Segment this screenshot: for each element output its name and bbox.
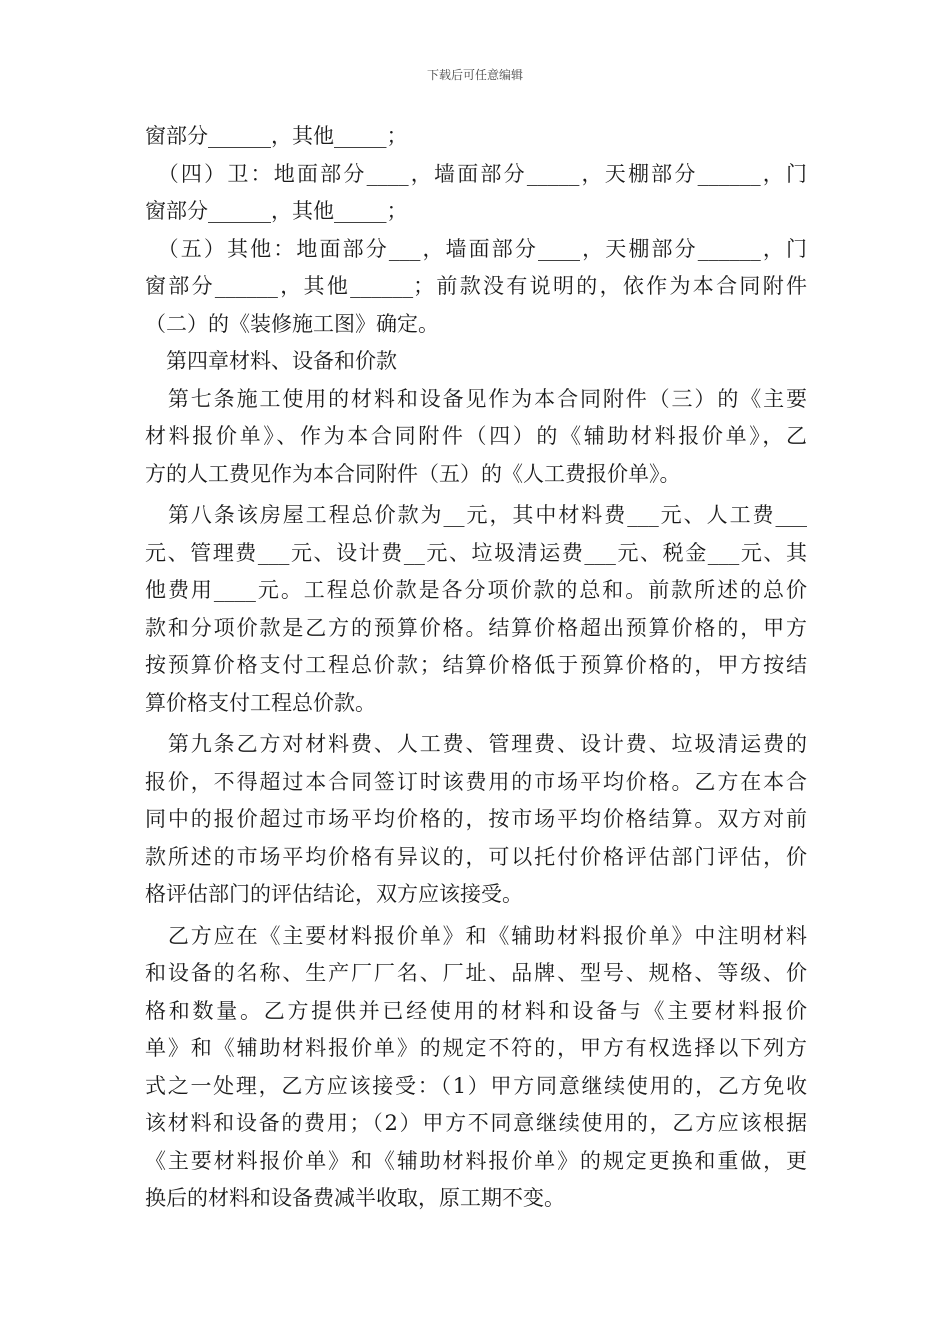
text-line: （五）其他：地面部分___，墙面部分____，天棚部分______，门 <box>145 236 807 261</box>
text-line: 按预算价格支付工程总价款；结算价格低于预算价格的，甲方按结 <box>145 653 807 677</box>
text-line: 窗部分______，其他_____； <box>145 199 408 223</box>
text-line: 材料报价单》、作为本合同附件（四）的《辅助材料报价单》，乙 <box>145 424 807 448</box>
document-body <box>145 118 807 1218</box>
text-line: 第九条乙方对材料费、人工费、管理费、设计费、垃圾清运费的 <box>145 732 807 756</box>
text-line: （二）的《装修施工图》确定。 <box>145 311 439 336</box>
text-line: 格评估部门的评估结论，双方应该接受。 <box>145 882 523 906</box>
page-header: 下载后可任意编辑 <box>426 68 523 82</box>
text-line: 元、管理费___元、设计费__元、垃圾清运费___元、税金___元、其 <box>145 540 807 565</box>
text-line: 《主要材料报价单》和《辅助材料报价单》的规定更换和重做，更 <box>145 1148 807 1173</box>
text-line: （四）卫：地面部分____，墙面部分_____，天棚部分______，门 <box>145 161 807 186</box>
text-line: 格和数量。乙方提供并已经使用的材料和设备与《主要材料报价 <box>145 998 807 1023</box>
text-line: 乙方应在《主要材料报价单》和《辅助材料报价单》中注明材料 <box>145 923 807 948</box>
text-line: 款所述的市场平均价格有异议的，可以托付价格评估部门评估，价 <box>145 844 807 869</box>
text-line: 窗部分______，其他_____； <box>145 124 408 148</box>
text-line: 他费用____元。工程总价款是各分项价款的总和。前款所述的总价 <box>145 578 807 602</box>
text-line: 报价，不得超过本合同签订时该费用的市场平均价格。乙方在本合 <box>145 769 807 794</box>
text-line: 第八条该房屋工程总价款为__元，其中材料费___元、人工费___ <box>145 503 807 527</box>
text-line: 换后的材料和设备费减半收取，原工期不变。 <box>145 1186 565 1210</box>
text-line: 第四章材料、设备和价款 <box>145 349 397 373</box>
text-line: 第七条施工使用的材料和设备见作为本合同附件（三）的《主要 <box>145 386 807 411</box>
text-line: 方的人工费见作为本合同附件（五）的《人工费报价单》。 <box>145 461 681 486</box>
text-line: 算价格支付工程总价款。 <box>145 690 376 715</box>
text-line: 单》和《辅助材料报价单》的规定不符的，甲方有权选择以下列方 <box>145 1036 807 1060</box>
text-line: 款和分项价款是乙方的预算价格。结算价格超出预算价格的，甲方 <box>145 615 807 640</box>
text-line: 该材料和设备的费用；（2）甲方不同意继续使用的，乙方应该根据 <box>145 1111 807 1135</box>
text-line: 同中的报价超过市场平均价格的，按市场平均价格结算。双方对前 <box>145 807 807 831</box>
text-line: 式之一处理，乙方应该接受：（1）甲方同意继续使用的，乙方免收 <box>145 1073 807 1098</box>
text-line: 窗部分______，其他______；前款没有说明的，依作为本合同附件 <box>145 274 807 298</box>
text-line: 和设备的名称、生产厂厂名、厂址、品牌、型号、规格、等级、价 <box>145 961 807 985</box>
